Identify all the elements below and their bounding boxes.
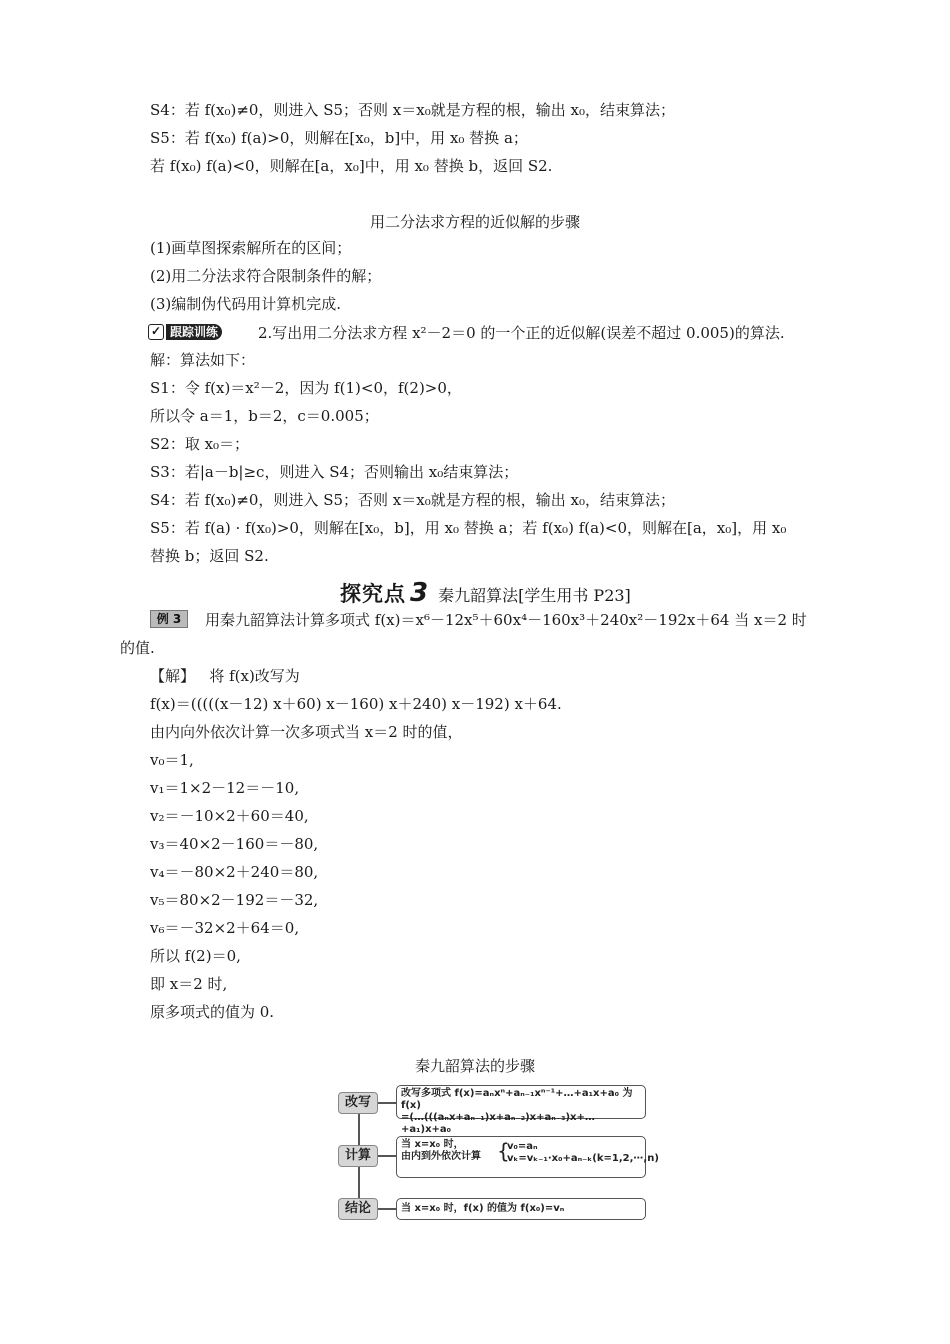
calc-step-v1: v₁＝1×2－12＝－10, [150,779,300,797]
brace-icon: { [497,1139,510,1163]
solution-tag: 【解】 [150,667,196,685]
diagram-box-compute [396,1136,659,1178]
example-line-1: 用秦九韶算法计算多项式 f(x)＝x⁶－12x⁵＋60x⁴－160x³＋240x²－192x＋64 当 x＝2 时 [205,611,807,629]
top-step-s5: S5：若 f(x₀) f(a)>0，则解在[x₀，b]中，用 x₀ 替换 a； [150,129,528,147]
diagram-label-compute: 计算 [338,1145,378,1167]
compute-line-1: 当 x=x₀ 时， [401,1139,464,1150]
tracking-badge-label: 跟踪训练 [166,324,222,340]
tracking-line-5: S3：若|a－b|≥c，则进入 S4；否则输出 x₀结束算法； [150,463,519,481]
calc-step-v4: v₄＝－80×2＋240＝80, [150,863,319,881]
top-step-s4: S4：若 f(x₀)≠0，则进入 S5；否则 x＝x₀就是方程的根，输出 x₀，结束算法； [150,101,675,119]
tracking-line-8: 替换 b；返回 S2. [150,547,269,565]
diagram-box-rewrite [396,1085,646,1135]
check-icon: ✓ [148,324,164,340]
diagram-label-rewrite: 改写 [338,1092,378,1114]
diagram-link-rewrite [378,1102,396,1104]
qin-steps-diagram [338,1082,659,1222]
diagram-link-conclusion [378,1208,396,1210]
solution-heading [150,666,300,686]
rewrite-line-2: =(…(((aₙx+aₙ₋₁)x+aₙ₋₂)x+aₙ₋₃)x+…+a₁)x+a₀ [401,1112,595,1135]
conclusion-line-2: 即 x＝2 时, [150,975,228,993]
explain-line: 由内向外依次计算一次多项式当 x＝2 时的值， [150,723,463,741]
tracking-line-1: 解：算法如下： [150,351,256,369]
compute-line-2-text: 由内到外依次计算 [401,1151,481,1162]
rewritten-polynomial: f(x)＝(((((x－12) x＋60) x－160) x＋240) x－192) x＋64. [150,695,562,713]
diagram-box-conclusion [396,1198,646,1220]
tracking-badge [148,324,242,340]
calc-step-v2: v₂＝－10×2＋60＝40, [150,807,309,825]
calc-step-v0: v₀＝1, [150,751,194,769]
tracking-line-2: S1：令 f(x)＝x²－2，因为 f(1)<0，f(2)>0， [150,379,462,397]
steps-item-2: (2)用二分法求符合限制条件的解； [150,267,382,285]
section-number: 3 [410,578,429,608]
tracking-line-6: S4：若 f(x₀)≠0，则进入 S5；否则 x＝x₀就是方程的根，输出 x₀，结束算法； [150,491,675,509]
section-heading [340,578,631,608]
steps-item-1: (1)画草图探索解所在的区间； [150,239,352,257]
tracking-line-3: 所以令 a＝1，b＝2，c＝0.005； [150,407,379,425]
rewrite-line-1: 改写多项式 f(x)=aₙxⁿ+aₙ₋₁xⁿ⁻¹+…+a₁x+a₀ 为 f(x) [401,1088,633,1111]
steps-item-3: (3)编制伪代码用计算机完成. [150,295,342,313]
tracking-question: 2.写出用二分法求方程 x²－2＝0 的一个正的近似解(误差不超过 0.005)的算法. [258,324,785,342]
tracking-line-4: S2：取 x₀＝； [150,435,250,453]
example-line-2: 的值. [120,639,155,657]
conclusion-line-3: 原多项式的值为 0. [150,1003,275,1021]
conclusion-line-1: 所以 f(2)＝0, [150,947,241,965]
tracking-line-7: S5：若 f(a) · f(x₀)>0，则解在[x₀，b]，用 x₀ 替换 a；若 f(x₀) f(a)<0，则解在[a，x₀]，用 x₀ [150,519,787,537]
calc-step-v3: v₃＝40×2－160＝－80, [150,835,319,853]
calc-step-v6: v₆＝－32×2＋64＝0, [150,919,300,937]
compute-brace-line-2: vₖ=vₖ₋₁·x₀+aₙ₋ₖ(k=1,2,⋯,n) [507,1153,659,1164]
top-step-s5-continued: 若 f(x₀) f(a)<0，则解在[a，x₀]中，用 x₀ 替换 b，返回 S2. [150,157,553,175]
example-badge: 例 3 [150,610,188,628]
section-title: 秦九韶算法[学生用书 P23] [438,586,631,605]
diagram-label-conclusion: 结论 [338,1198,378,1220]
compute-brace-line-1: v₀=aₙ [507,1141,538,1152]
diagram-title: 秦九韶算法的步骤 [414,1057,535,1075]
solution-intro: 将 f(x)改写为 [209,667,300,685]
section-label: 探究点 [340,582,406,606]
calc-step-v5: v₅＝80×2－192＝－32, [150,891,319,909]
conclusion-box-text: 当 x=x₀ 时，f(x) 的值为 f(x₀)=vₙ [401,1203,565,1214]
steps-title: 用二分法求方程的近似解的步骤 [369,213,580,231]
diagram-link-compute [378,1155,396,1157]
